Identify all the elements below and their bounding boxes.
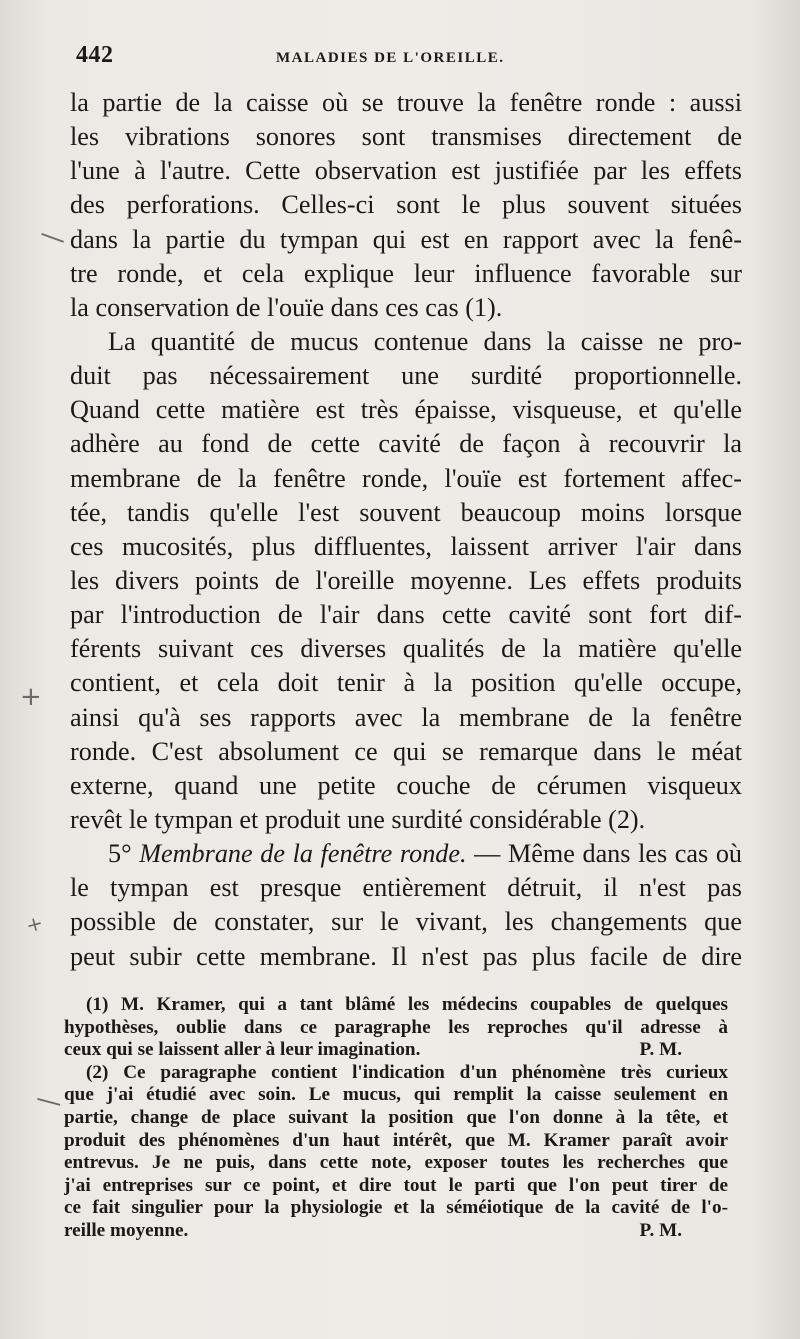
- footnotes: [64, 994, 728, 1243]
- page-header: [72, 40, 752, 70]
- section-heading-text: 5° Membrane de la fenêtre ronde. — Même dans les cas où: [108, 839, 742, 869]
- text-line: par l'introduction de l'air dans cette cavité sont fort dif-: [70, 600, 742, 630]
- footnote-2-line: (2) Ce paragraphe contient l'indication d'un phénomène très curieux: [86, 1061, 728, 1083]
- footnote-2-line: partie, change de place suivant la position que l'on donne à la tête, et: [64, 1106, 728, 1128]
- text-line: tée, tandis qu'elle l'est souvent beaucoup moins lorsque: [70, 497, 742, 527]
- text-line: membrane de la fenêtre ronde, l'ouïe est fortement affec-: [70, 463, 742, 493]
- footnote-1-text: ceux qui se laissent aller à leur imagination.: [64, 1039, 421, 1061]
- text-line: externe, quand une petite couche de cérumen visqueux: [70, 770, 742, 800]
- text-line: La quantité de mucus contenue dans la caisse ne pro-: [108, 326, 742, 356]
- text-line: des perforations. Celles-ci sont le plus souvent situées: [70, 190, 742, 220]
- text-line: les divers points de l'oreille moyenne. Les effets produits: [70, 565, 742, 595]
- body-text: [70, 86, 742, 974]
- text-line: duit pas nécessairement une surdité proportionnelle.: [70, 361, 742, 391]
- text-line: ronde. C'est absolument ce qui se remarque dans le méat: [70, 736, 742, 766]
- text-line: férents suivant ces diverses qualités de la matière qu'elle: [70, 634, 742, 664]
- footnote-2-line: [64, 1220, 728, 1243]
- text-line: dans la partie du tympan qui est en rapport avec la fenê-: [70, 224, 742, 254]
- margin-plus-mark: +: [23, 910, 46, 938]
- footnote-1-line: (1) M. Kramer, qui a tant blâmé les médecins coupables de quelques: [86, 994, 728, 1015]
- footnote-1-line: [64, 1039, 728, 1062]
- footnote-2-text: reille moyenne.: [64, 1219, 189, 1241]
- text-line: Quand cette matière est très épaisse, visqueuse, et qu'elle: [70, 395, 742, 425]
- text-line: tre ronde, et cela explique leur influence favorable sur: [70, 258, 742, 288]
- running-head: MALADIES DE L'OREILLE.: [276, 50, 505, 66]
- section-heading-line: [70, 837, 742, 871]
- footnote-2-line: produit des phénomènes d'un haut intérêt, que M. Kramer paraît avoir: [64, 1129, 728, 1151]
- text-line: ainsi qu'à ses rapports avec la membrane de la fenêtre: [70, 702, 742, 732]
- page-number: 442: [76, 42, 114, 68]
- text-line: la conservation de l'ouïe dans ces cas (1).: [70, 292, 503, 322]
- footnote-1-line: hypothèses, oublie dans ce paragraphe les reproches qu'il adresse à: [64, 1016, 728, 1038]
- footnote-2-line: j'ai entreprises sur ce point, et dire tout le parti que l'on peut tirer de: [64, 1174, 728, 1196]
- margin-plus-mark: +: [20, 682, 42, 712]
- footnote-1-signature: P. M.: [639, 1039, 682, 1061]
- text-line: ces mucosités, plus diffluentes, laissent arriver l'air dans: [70, 531, 742, 561]
- text-line: l'une à l'autre. Cette observation est justifiée par les effets: [70, 156, 742, 186]
- text-line: contient, et cela doit tenir à la position qu'elle occupe,: [70, 668, 742, 698]
- text-line: le tympan est presque entièrement détruit, il n'est pas: [70, 873, 742, 903]
- footnote-2-signature: P. M.: [639, 1219, 682, 1241]
- text-line: les vibrations sonores sont transmises directement de: [70, 122, 742, 152]
- footnote-2-line: ce fait singulier pour la physiologie et la séméiotique de la cavité de l'o-: [64, 1197, 728, 1219]
- text-line: possible de constater, sur le vivant, les changements que: [70, 907, 742, 937]
- footnote-2-line: entrevus. Je ne puis, dans cette note, exposer toutes les recherches que: [64, 1152, 728, 1174]
- section-title: Membrane de la fenêtre ronde.: [139, 839, 467, 869]
- text-line: la partie de la caisse où se trouve la fenêtre ronde : aussi: [70, 88, 742, 117]
- text-line: adhère au fond de cette cavité de façon à recouvrir la: [70, 429, 742, 459]
- margin-dash-mark: —: [32, 1083, 66, 1119]
- text-line: revêt le tympan et produit une surdité considérable (2).: [70, 804, 646, 834]
- text-line: peut subir cette membrane. Il n'est pas plus facile de dire: [70, 941, 742, 971]
- margin-dash-mark: —: [35, 218, 71, 256]
- footnote-2-line: que j'ai étudié avec soin. Le mucus, qui remplit la caisse seulement en: [64, 1084, 728, 1106]
